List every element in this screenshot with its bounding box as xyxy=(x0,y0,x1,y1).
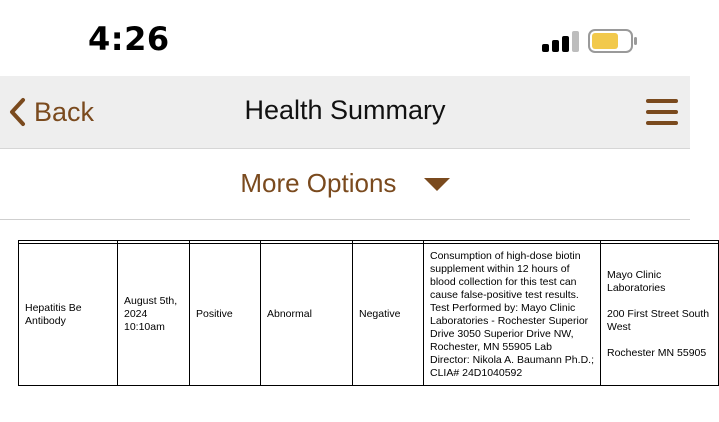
reference-range-cell: Negative xyxy=(353,244,424,386)
table-row xyxy=(19,244,719,386)
result-cell: Positive xyxy=(190,244,261,386)
hamburger-menu-icon[interactable] xyxy=(646,99,678,125)
page-title: Health Summary xyxy=(244,95,446,125)
results-table-scroll[interactable] xyxy=(18,240,710,390)
test-name-cell: Hepatitis Be Antibody xyxy=(19,244,118,386)
cellular-signal-icon xyxy=(542,30,582,52)
flag-cell: Abnormal xyxy=(261,244,353,386)
lab-cell: Mayo Clinic Laboratories 200 First Street South West Rochester MN 55905 xyxy=(601,244,719,386)
options-bar xyxy=(0,149,690,220)
date-cell: August 5th, 2024 10:10am xyxy=(118,244,190,386)
battery-icon xyxy=(588,29,638,53)
caret-down-icon xyxy=(424,178,450,192)
more-options-label: More Options xyxy=(240,168,397,198)
back-label: Back xyxy=(34,96,95,127)
navigation-bar xyxy=(0,76,690,149)
more-options-dropdown[interactable] xyxy=(0,168,690,199)
comment-cell: Consumption of high-dose biotin supplement within 12 hours of blood collection for this test can cause false-positive test results. Test Performed by: Mayo Clinic Laboratories - Rochester Superior Drive 3050 Superior Drive NW, Rochester, MN 55905 Lab Director: Nikola A. Baumann Ph.D.; CLIA# 24D1040592 xyxy=(424,244,601,386)
results-table xyxy=(18,240,719,386)
status-time: 4:26 xyxy=(88,20,170,58)
status-bar xyxy=(0,0,690,76)
